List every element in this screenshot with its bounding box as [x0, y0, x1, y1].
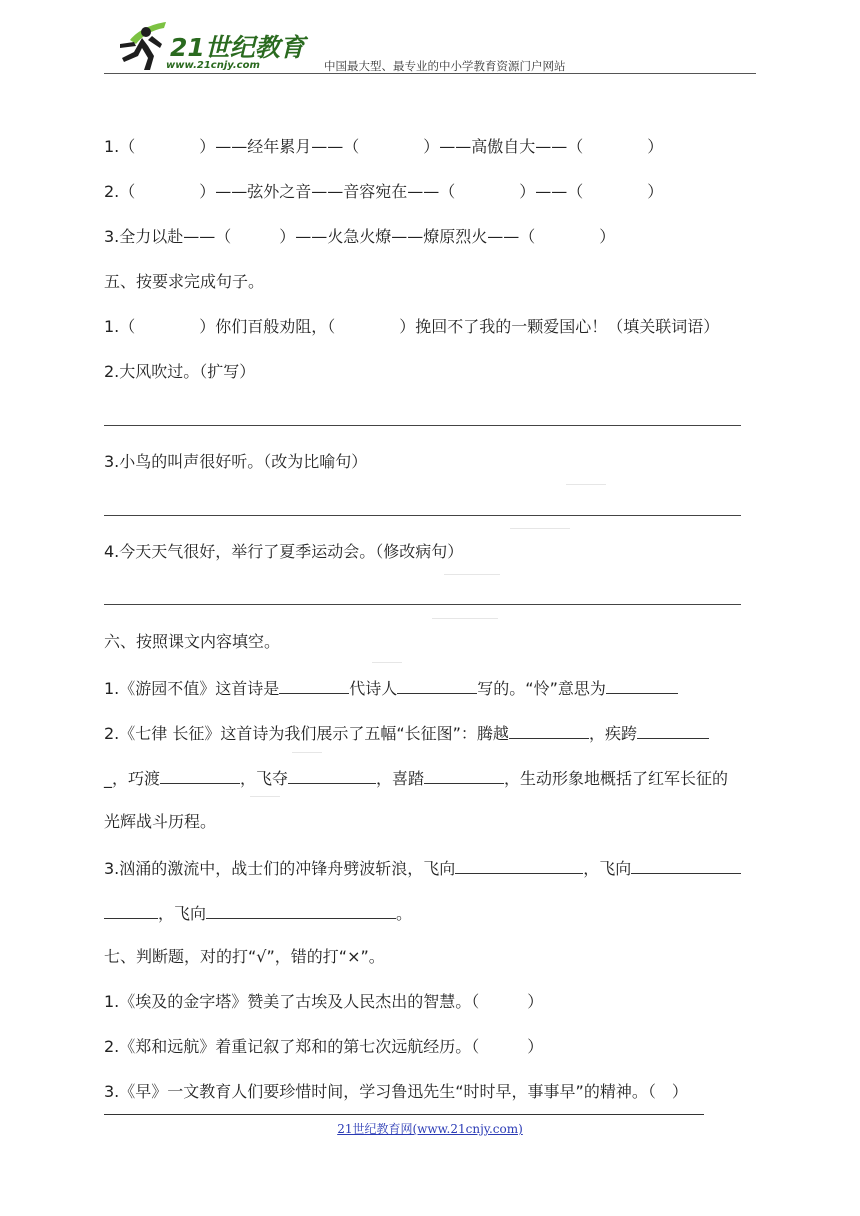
q5-1: 1.（ ）你们百般劝阻，（ ）挽回不了我的一颗爱国心！（填关联词语）: [104, 317, 720, 336]
header-slogan: 中国最大型、最专业的中小学教育资源门户网站: [324, 59, 566, 73]
footer-link[interactable]: 21世纪教育网(www.21cnjy.com): [337, 1122, 523, 1136]
fill-blank[interactable]: [637, 722, 709, 739]
q6-1: [104, 677, 678, 699]
page-header: [104, 18, 756, 74]
section-5-heading: 五、按要求完成句子。: [104, 272, 265, 291]
watermark-mark: [432, 618, 498, 619]
fill-blank[interactable]: [424, 767, 504, 784]
idiom-chain-1: 1.（ ）——经年累月——（ ）——高傲自大——（ ）: [104, 137, 664, 156]
fill-blank[interactable]: [606, 677, 678, 694]
q6-3-part-b: ，飞向: [583, 859, 632, 878]
fill-blank[interactable]: [160, 767, 240, 784]
section-6-heading: 六、按照课文内容填空。: [104, 632, 281, 651]
answer-line-q5-3: [104, 515, 741, 516]
watermark-mark: [566, 484, 606, 485]
q5-2: 2.大风吹过。（扩写）: [104, 362, 256, 381]
footer-divider: [104, 1114, 704, 1115]
watermark-mark: [372, 662, 402, 663]
site-logo[interactable]: [108, 18, 318, 74]
q6-2-part-d: ，飞夺: [240, 769, 289, 788]
q7-3: 3.《早》一文教育人们要珍惜时间，学习鲁迅先生“时时早，事事早”的精神。（ ）: [104, 1082, 688, 1101]
watermark-mark: [510, 528, 570, 529]
q6-3-line1: [104, 857, 741, 879]
q6-3-line2: [104, 902, 412, 924]
q5-4: 4.今天天气很好，举行了夏季运动会。（修改病句）: [104, 542, 464, 561]
q6-2-part-c: _，巧渡: [104, 769, 161, 788]
q6-2-part-e: ，喜踏: [376, 769, 425, 788]
fill-blank[interactable]: [279, 677, 349, 694]
watermark-mark: [250, 796, 280, 797]
q6-3-part-d: 。: [396, 904, 413, 923]
watermark-mark: [444, 574, 500, 575]
fill-blank[interactable]: [288, 767, 376, 784]
q6-2-part-a: 2.《七律 长征》这首诗为我们展示了五幅“长征图”：腾越: [104, 724, 509, 743]
q7-2: 2.《郑和远航》着重记叙了郑和的第七次远航经历。（ ）: [104, 1037, 544, 1056]
q6-2-line2: [104, 767, 728, 789]
q6-2-part-f: ，生动形象地概括了红军长征的: [504, 769, 729, 788]
q6-3-part-a: 3.汹涌的激流中，战士们的冲锋舟劈波斩浪，飞向: [104, 859, 456, 878]
runner-logo-icon: [108, 18, 172, 74]
q6-2-line1: [104, 722, 709, 744]
fill-blank[interactable]: [509, 722, 589, 739]
logo-text: 21世纪教育: [170, 33, 305, 62]
answer-line-q5-4: [104, 604, 741, 605]
idiom-chain-2: 2.（ ）——弦外之音——音容宛在——（ ）——（ ）: [104, 182, 664, 201]
logo-url: www.21cnjy.com: [166, 60, 260, 71]
watermark-mark: [292, 752, 322, 753]
q6-2-line3: 光辉战斗历程。: [104, 812, 217, 831]
q6-3-part-c: ，飞向: [158, 904, 207, 923]
answer-line-q5-2: [104, 425, 741, 426]
fill-blank[interactable]: [206, 902, 396, 919]
fill-blank[interactable]: [631, 857, 741, 874]
fill-blank[interactable]: [397, 677, 477, 694]
header-divider: [104, 73, 756, 74]
fill-blank[interactable]: [455, 857, 583, 874]
q6-1-part-b: 代诗人: [349, 679, 398, 698]
q6-1-part-c: 写的。“怜”意思为: [477, 679, 606, 698]
idiom-chain-3: 3.全力以赴——（ ）——火急火燎——燎原烈火——（ ）: [104, 227, 616, 246]
q6-1-part-a: 1.《游园不值》这首诗是: [104, 679, 280, 698]
fill-blank[interactable]: [104, 902, 158, 919]
q5-3: 3.小鸟的叫声很好听。（改为比喻句）: [104, 452, 368, 471]
q7-1: 1.《埃及的金字塔》赞美了古埃及人民杰出的智慧。（ ）: [104, 992, 544, 1011]
q6-2-part-b: ，疾跨: [588, 724, 637, 743]
section-7-heading: 七、判断题，对的打“√”，错的打“×”。: [104, 947, 385, 966]
